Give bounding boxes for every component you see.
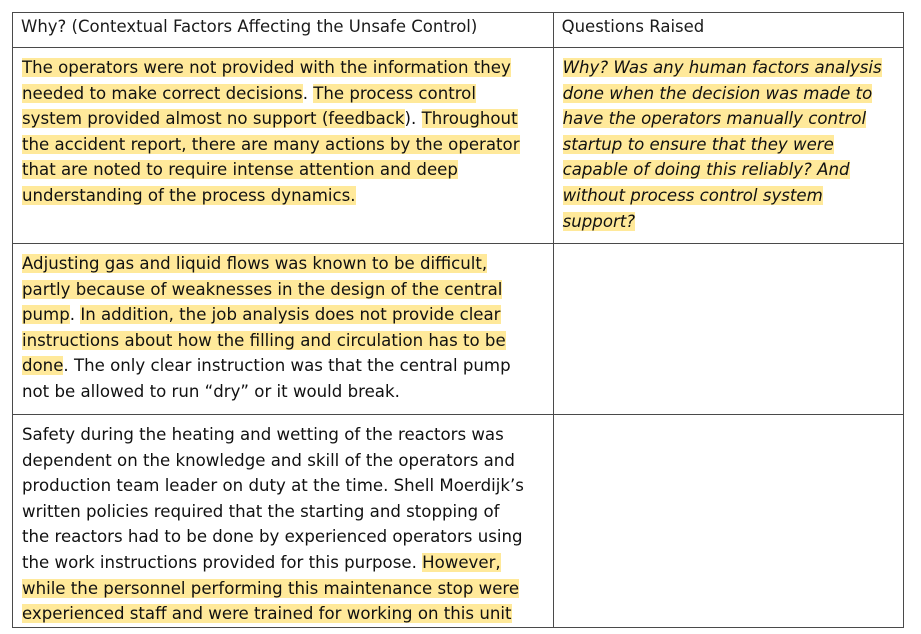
why-text-line	[22, 353, 544, 379]
header-questions: Questions Raised	[553, 13, 903, 48]
highlighted-text: instructions about how the filling and circulation has to be	[22, 330, 506, 350]
highlighted-text: done	[22, 356, 64, 376]
question-text-line	[563, 209, 894, 235]
why-text-line	[22, 601, 544, 627]
highlighted-text: done when the decision was made to	[562, 83, 873, 103]
highlighted-text: capable of doing this reliably? And	[562, 160, 850, 180]
question-text-line	[563, 106, 894, 132]
text-span: the work instructions provided for this purpose.	[22, 552, 423, 572]
text-span: Safety during the heating and wetting of the reactors was	[22, 425, 504, 444]
question-text-line	[563, 55, 894, 81]
why-text-line	[22, 499, 544, 525]
highlighted-text: However,	[422, 552, 501, 572]
highlighted-text: needed to make correct decisions	[22, 83, 303, 103]
table-row	[13, 244, 904, 415]
highlighted-text: support?	[562, 211, 636, 231]
table-row	[13, 48, 904, 244]
why-text-line	[22, 328, 544, 354]
highlighted-text: Throughout	[421, 109, 518, 129]
highlighted-text: startup to ensure that they were	[562, 134, 834, 154]
questions-cell	[553, 244, 903, 415]
questions-cell	[553, 415, 903, 628]
question-text-line	[563, 132, 894, 158]
table-row	[13, 415, 904, 628]
text-span: the reactors had to be done by experienced operators using	[22, 527, 523, 547]
why-cell	[13, 244, 554, 415]
highlighted-text: understanding of the process dynamics.	[22, 185, 356, 205]
why-text-line	[22, 422, 544, 448]
why-text-line	[22, 302, 544, 328]
why-text-line	[22, 379, 544, 405]
highlighted-text: that are noted to require intense attention and deep	[22, 160, 458, 180]
highlighted-text: system provided almost no support (feedback	[22, 109, 405, 129]
highlighted-text: pump	[22, 305, 70, 325]
text-span: dependent on the knowledge and skill of the operators and	[22, 450, 515, 470]
highlighted-text: the accident report, there are many actions by the operator	[22, 134, 520, 154]
highlighted-text: In addition, the job analysis does not provide clear	[80, 305, 501, 325]
highlighted-text: Adjusting gas and liquid flows was known to be difficult,	[22, 254, 488, 273]
why-text-line	[22, 132, 544, 158]
why-text-line	[22, 106, 544, 132]
analysis-table	[12, 12, 904, 628]
highlighted-text: while the personnel performing this maintenance stop were	[22, 578, 520, 598]
highlighted-text: The operators were not provided with the information they	[22, 58, 511, 77]
why-text-line	[22, 251, 544, 277]
questions-cell	[553, 48, 903, 244]
text-span: . The only clear instruction was that the central pump	[63, 356, 511, 376]
highlighted-text: experienced staff and were trained for working on this unit	[22, 604, 512, 624]
text-span: ).	[404, 109, 422, 129]
text-span: production team leader on duty at the time. Shell Moerdijk’s	[22, 476, 524, 496]
text-span: .	[69, 305, 81, 325]
why-text-line	[22, 550, 544, 576]
why-text-line	[22, 524, 544, 550]
text-span: not be allowed to run “dry” or it would break.	[22, 381, 400, 401]
highlighted-text: Why? Was any human factors analysis	[562, 58, 882, 77]
why-text-line	[22, 81, 544, 107]
why-text-line	[22, 277, 544, 303]
highlighted-text: The process control	[313, 83, 476, 103]
highlighted-text: partly because of weaknesses in the design of the central	[22, 279, 503, 299]
why-text-line	[22, 183, 544, 209]
header-why: Why? (Contextual Factors Affecting the Unsafe Control)	[13, 13, 554, 48]
why-text-line	[22, 473, 544, 499]
why-cell	[13, 48, 554, 244]
why-text-line	[22, 55, 544, 81]
why-text-line	[22, 576, 544, 602]
question-text-line	[563, 81, 894, 107]
question-text-line	[563, 157, 894, 183]
header-row	[13, 13, 904, 48]
why-cell	[13, 415, 554, 628]
why-text-line	[22, 157, 544, 183]
highlighted-text: without process control system	[562, 185, 823, 205]
why-text-line	[22, 448, 544, 474]
highlighted-text: have the operators manually control	[562, 109, 867, 129]
text-span: written policies required that the starting and stopping of	[22, 501, 500, 521]
question-text-line	[563, 183, 894, 209]
text-span: .	[302, 83, 314, 103]
